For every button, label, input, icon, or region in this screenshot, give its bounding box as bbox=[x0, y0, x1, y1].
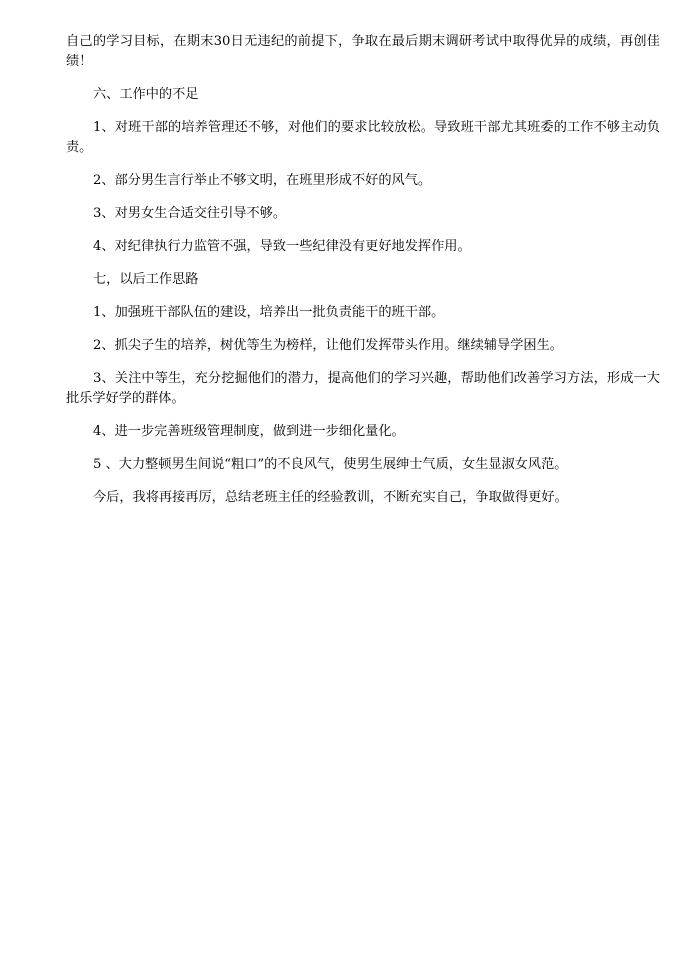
closing-paragraph: 今后，我将再接再厉，总结老班主任的经验教训，不断充实自己，争取做得更好。 bbox=[93, 490, 568, 505]
shortcoming-item-2: 2、部分男生言行举止不够文明，在班里形成不好的风气。 bbox=[93, 173, 432, 188]
shortcoming-item-4: 4、对纪律执行力监管不强，导致一些纪律没有更好地发挥作用。 bbox=[93, 239, 471, 254]
paragraph-study-goal: 自己的学习目标，在期末30日无违纪的前提下，争取在最后期末调研考试中取得优异的成绩，再创佳绩！ bbox=[66, 34, 660, 69]
plan-item-3: 3、关注中等生，充分挖掘他们的潜力，提高他们的学习兴趣，帮助他们改善学习方法，形成一大批乐学好学的群体。 bbox=[66, 371, 660, 406]
section-heading-shortcomings: 六、工作中的不足 bbox=[93, 87, 199, 102]
shortcoming-item-3: 3、对男女生合适交往引导不够。 bbox=[93, 206, 287, 221]
section-heading-future-plans: 七，以后工作思路 bbox=[93, 272, 199, 287]
plan-item-5: 5 、大力整顿男生间说“粗口”的不良风气，使男生展绅士气质，女生显淑女风范。 bbox=[93, 457, 568, 472]
shortcoming-item-1: 1、对班干部的培养管理还不够，对他们的要求比较放松。导致班干部尤其班委的工作不够主动负责。 bbox=[66, 120, 660, 155]
document-page bbox=[66, 32, 660, 508]
plan-item-1: 1、加强班干部队伍的建设，培养出一批负责能干的班干部。 bbox=[93, 305, 445, 320]
plan-item-4: 4、进一步完善班级管理制度，做到进一步细化量化。 bbox=[93, 424, 405, 439]
plan-item-2: 2、抓尖子生的培养，树优等生为榜样，让他们发挥带头作用。继续辅导学困生。 bbox=[93, 338, 563, 353]
